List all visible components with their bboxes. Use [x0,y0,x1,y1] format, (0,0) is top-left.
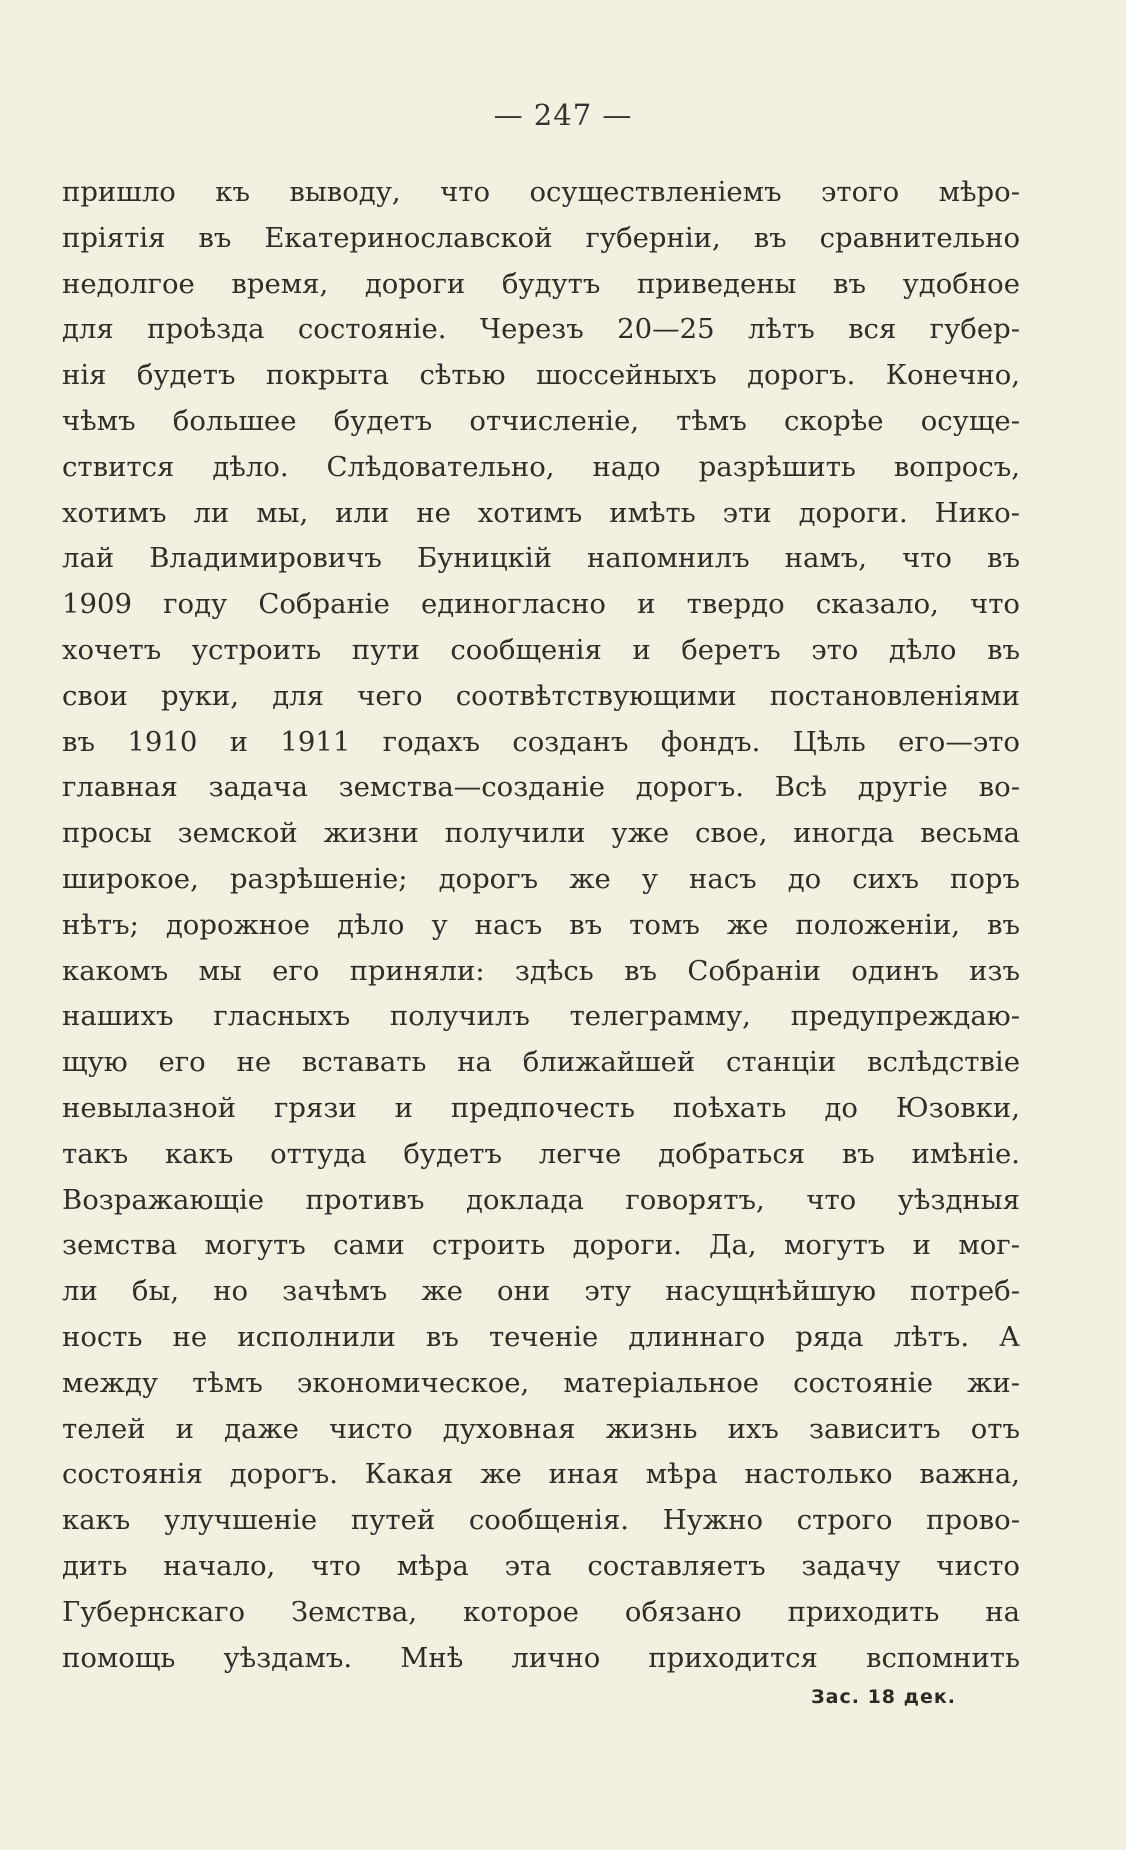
text-line-33: помощь уѣздамъ. Мнѣ лично приходится вспомнить [62,1641,1020,1674]
text-line-5: нія будетъ покрыта сѣтью шоссейныхъ дорогъ. Конечно, [62,359,1020,392]
text-line-12: свои руки, для чего соотвѣтствующими постановленіями [62,679,1020,712]
text-line-25: ли бы, но зачѣмъ же они эту насущнѣйшую потреб- [62,1275,1020,1308]
text-line-32: Губернскаго Земства, которое обязано приходить на [62,1595,1020,1628]
text-line-16: широкое, разрѣшеніе; дорогъ же у насъ до сихъ поръ [62,862,1020,895]
text-line-13: въ 1910 и 1911 годахъ созданъ фондъ. Цѣль его—это [62,725,1020,758]
text-line-30: какъ улучшеніе путей сообщенія. Нужно строго прово- [62,1504,1020,1537]
body-text [62,170,1020,1681]
text-line-7: ствится дѣло. Слѣдовательно, надо разрѣшить вопросъ, [62,450,1020,483]
text-line-26: ность не исполнили въ теченіе длиннаго ряда лѣтъ. А [62,1320,1020,1353]
text-line-24: земства могутъ сами строить дороги. Да, могутъ и мог- [62,1229,1020,1262]
text-line-23: Возражающіе противъ доклада говорятъ, что уѣздныя [62,1183,1020,1216]
text-line-27: между тѣмъ экономическое, матеріальное состояніе жи- [62,1366,1020,1399]
text-line-4: для проѣзда состояніе. Черезъ 20—25 лѣтъ вся губер- [62,313,1020,346]
text-line-2: пріятія въ Екатеринославской губерніи, въ сравнительно [62,221,1020,254]
text-line-20: щую его не вставать на ближайшей станціи вслѣдствіе [62,1046,1020,1079]
text-line-11: хочетъ устроить пути сообщенія и беретъ это дѣло въ [62,633,1020,666]
text-line-19: нашихъ гласныхъ получилъ телеграмму, предупреждаю- [62,1000,1020,1033]
text-line-29: состоянія дорогъ. Какая же иная мѣра настолько важна, [62,1458,1020,1491]
text-line-21: невылазной грязи и предпочесть поѣхать до Юзовки, [62,1091,1020,1124]
text-line-17: нѣтъ; дорожное дѣло у насъ въ томъ же положеніи, въ [62,908,1020,941]
signature-mark: Зас. 18 дек. [811,1686,956,1708]
text-line-8: хотимъ ли мы, или не хотимъ имѣть эти дороги. Нико- [62,496,1020,529]
text-line-14: главная задача земства—созданіе дорогъ. Всѣ другіе во- [62,771,1020,804]
text-line-3: недолгое время, дороги будутъ приведены въ удобное [62,267,1020,300]
text-line-1: пришло къ выводу, что осуществленіемъ этого мѣро- [62,176,1020,208]
text-line-10: 1909 году Собраніе единогласно и твердо сказало, что [62,588,1020,621]
text-line-15: просы земской жизни получили уже свое, иногда весьма [62,817,1020,850]
text-line-9: лай Владимировичъ Буницкій напомнилъ намъ, что въ [62,542,1020,575]
text-line-6: чѣмъ большее будетъ отчисленіе, тѣмъ скорѣе осуще- [62,404,1020,437]
text-line-31: дить начало, что мѣра эта составляетъ задачу чисто [62,1549,1020,1582]
text-line-28: телей и даже чисто духовная жизнь ихъ зависитъ отъ [62,1412,1020,1445]
text-line-22: такъ какъ оттуда будетъ легче добраться въ имѣніе. [62,1137,1020,1170]
text-line-18: какомъ мы его приняли: здѣсь въ Собраніи одинъ изъ [62,954,1020,987]
page-number: — 247 — [493,98,633,132]
